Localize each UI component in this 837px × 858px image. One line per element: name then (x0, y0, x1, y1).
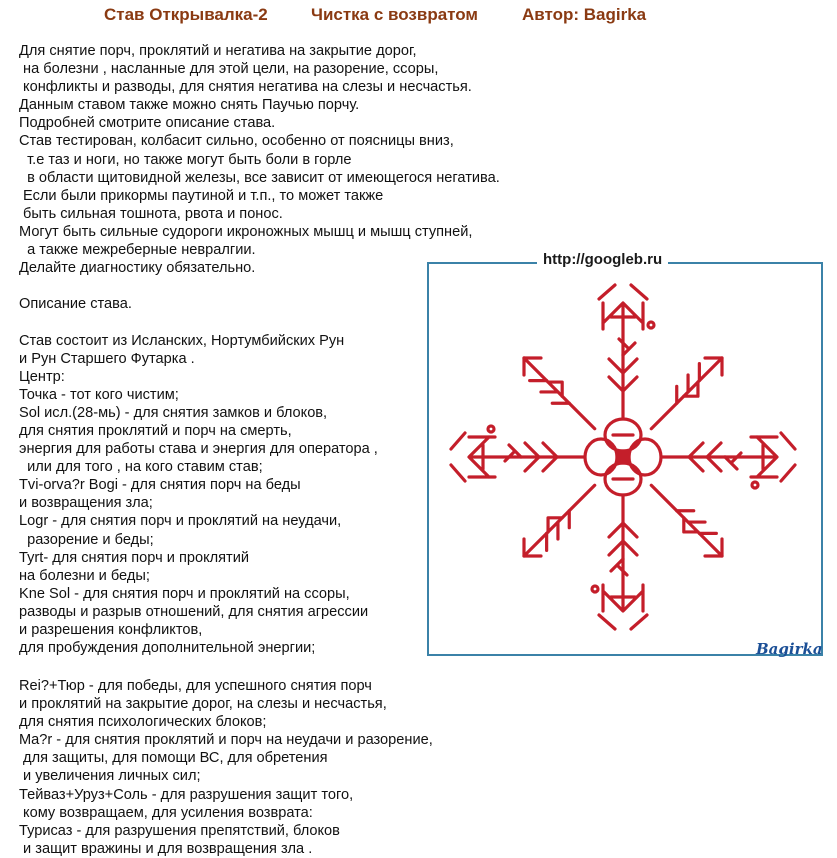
text-line: и увеличения личных сил; (19, 768, 201, 785)
signature-watermark: Bagirka (756, 640, 823, 658)
text-line: и проклятий на закрытие дорог, на слезы и несчастья, (19, 696, 387, 713)
text-line: разорение и беды; (19, 531, 154, 548)
text-line: Для снятие порч, проклятий и негатива на закрытие дорог, (19, 43, 417, 59)
text-line: а также межреберные невралгии. (19, 242, 256, 259)
text-line: для снятия психологических блоков; (19, 714, 267, 731)
text-line: Тейваз+Уруз+Соль - для разрушения защит того, (19, 786, 354, 803)
text-line: в области щитовидной железы, все зависит от имеющегося негатива. (19, 169, 500, 186)
author-label: Автор: Bagirka (522, 5, 647, 24)
text-line: быть сильная тошнота, рвота и понос. (19, 205, 283, 222)
text-line: Центр: (19, 368, 65, 385)
text-line: Описание става. (19, 296, 132, 313)
page-subtitle: Чистка с возвратом (311, 5, 479, 24)
text-line: на болезни , насланные для этой цели, на разорение, ссоры, (19, 61, 439, 78)
text-line: Могут быть сильные судороги икроножных мышц и мышц ступней, (19, 223, 473, 240)
text-line: Данным ставом также можно снять Паучью порчу. (19, 97, 360, 114)
text-line: т.е таз и ноги, но также могут быть боли в горле (19, 151, 352, 168)
text-line: на болезни и беды; (19, 567, 150, 584)
header (0, 0, 837, 34)
text-line: Ma?r - для снятия проклятий и порч на неудачи и разорение, (19, 732, 433, 749)
text-line: Logr - для снятия порч и проклятий на неудачи, (19, 513, 342, 530)
url-watermark: http://googleb.ru (537, 251, 668, 268)
rays-text (19, 677, 579, 858)
text-line: для снятия проклятий и порч на смерть, (19, 422, 292, 439)
text-line: Tyrt- для снятия порч и проклятий (19, 549, 250, 566)
text-line: кому возвращаем, для усиления возврата: (19, 804, 313, 821)
text-line: Турисаз - для разрушения препятствий, блоков (19, 822, 340, 839)
text-line: Tvi-orva?r Bogi - для снятия порч на беды (19, 477, 301, 494)
text-line: Sol исл.(28-мь) - для снятия замков и блоков, (19, 404, 328, 421)
text-line: для защиты, для помощи ВС, для обретения (19, 750, 328, 767)
text-line: и возвращения зла; (19, 495, 153, 512)
text-line: Став тестирован, колбасит сильно, особенно от поясницы вниз, (19, 133, 454, 150)
text-line: Kne Sol - для снятия порч и проклятий на ссоры, (19, 585, 350, 602)
text-line: энергия для работы става и энергия для оператора , (19, 441, 378, 458)
rune-stave-image (427, 262, 823, 656)
text-line: Делайте диагностику обязательно. (19, 260, 256, 277)
text-line: Если были прикормы паутиной и т.п., то может также (19, 187, 384, 204)
text-line: и разрешения конфликтов, (19, 622, 203, 638)
page-title: Став Открывалка-2 (104, 5, 268, 24)
text-line: Подробней смотрите описание става. (19, 115, 276, 132)
text-line: конфликты и разводы, для снятия негатива на слезы и несчастья. (19, 79, 472, 96)
text-line: для пробуждения дополнительной энергии; (19, 640, 316, 657)
text-line: Точка - тот кого чистим; (19, 386, 179, 403)
text-line: и Рун Старшего Футарка . (19, 350, 195, 367)
text-line: разводы и разрыв отношений, для снятия агрессии (19, 603, 369, 620)
text-line: Став состоит из Исланских, Нортумбийских Рун (19, 332, 345, 349)
text-line: или для того , на кого ставим став; (19, 459, 263, 476)
text-line: Rei?+Тюр - для победы, для успешного снятия порч (19, 678, 372, 694)
text-line: и защит вражины и для возвращения зла . (19, 840, 313, 857)
